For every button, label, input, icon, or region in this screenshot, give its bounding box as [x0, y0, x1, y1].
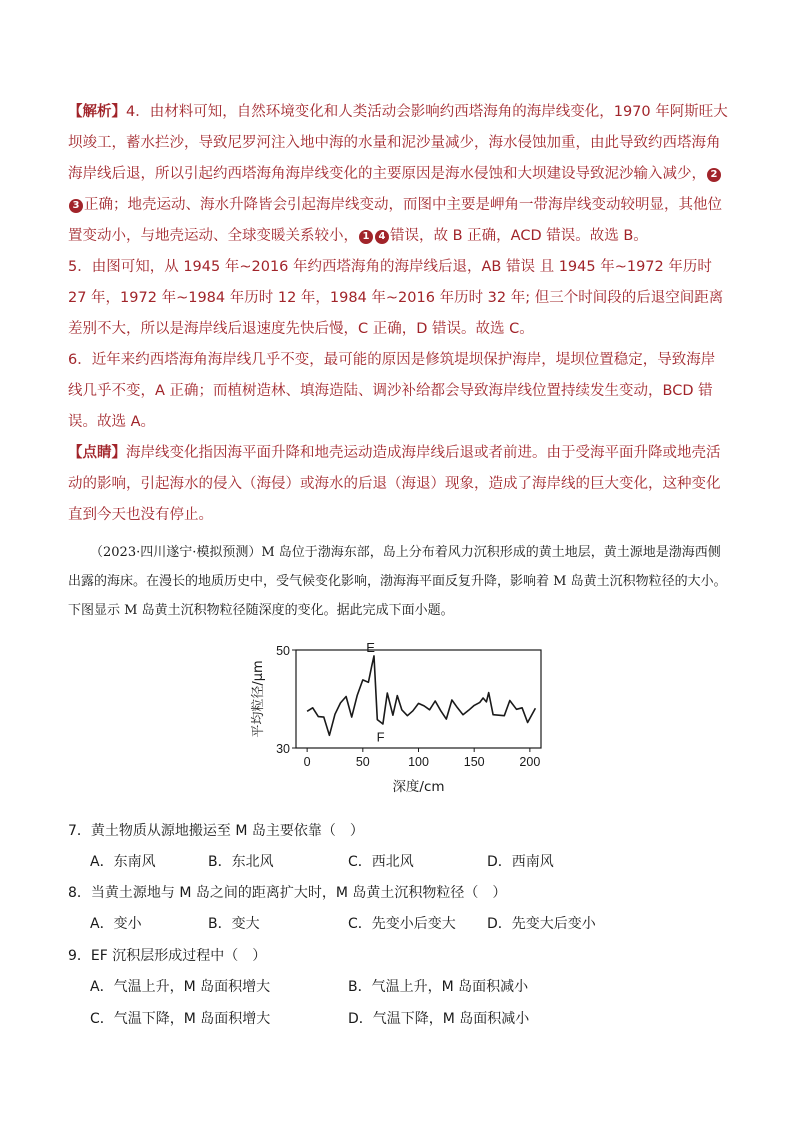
x-tick-label-2: 100	[408, 755, 429, 769]
tip-tag: 【点睛】	[68, 445, 126, 461]
tip-paragraph	[68, 438, 728, 531]
q8-option-d[interactable]: D．先变大后变小	[487, 916, 596, 932]
plot-frame	[296, 650, 541, 748]
question-8: 8．当黄土源地与 M 岛之间的距离扩大时，M 岛黄土沉积物粒径（ ）	[68, 885, 507, 901]
q9-option-c[interactable]: C．气温下降，M 岛面积增大	[90, 1011, 271, 1027]
question-7: 7．黄土物质从源地搬运至 M 岛主要依靠（ ）	[68, 823, 364, 839]
y-tick-label-1: 50	[276, 644, 290, 658]
analysis-paragraph-5: 5．由图可知，从 1945 年~2016 年约西塔海角的海岸线后退，AB 错误 且 1945 年~1972 年历时 27 年，1972 年~1984 年历时 12 年，1984 年~2016 年历时 32 年; 但三个时间段的后退空间距离差别不大，所以是海岸线后退速度先快后慢，C 正确，D 错误。故选 C。	[68, 259, 724, 337]
analysis-paragraph-4	[68, 97, 728, 252]
x-tick-label-4: 200	[519, 755, 541, 769]
q9-option-a[interactable]: A．气温上升，M 岛面积增大	[90, 979, 271, 995]
grain-size-chart	[240, 640, 560, 805]
x-tick-label-1: 50	[355, 755, 370, 769]
q8-option-b[interactable]: B．变大	[208, 916, 260, 932]
circled-number-3: 3	[69, 199, 83, 213]
question-9: 9．EF 沉积层形成过程中（ ）	[68, 948, 267, 964]
analysis-text-4c: 错误，故 B 正确，ACD 错误。故选 B。	[390, 228, 648, 244]
q9-option-b[interactable]: B．气温上升，M 岛面积减小	[348, 979, 529, 995]
point-label-e: E	[366, 640, 375, 655]
analysis-tag: 【解析】	[68, 104, 126, 120]
question-9-options-row2	[90, 1008, 690, 1030]
x-axis-label: 深度/cm	[392, 779, 445, 795]
point-label-f: F	[376, 729, 385, 745]
x-tick-label-3: 150	[463, 755, 485, 769]
circled-number-4: 4	[375, 230, 389, 244]
q8-option-c[interactable]: C．先变小后变大	[348, 916, 456, 932]
analysis-text-4b: 正确；地壳运动、海水升降皆会引起海岸线变动，而图中主要是岬角一带海岸线变动较明显，其他位置变动小，与地壳运动、全球变暖关系较小，	[68, 197, 722, 244]
x-tick-label-0: 0	[303, 755, 311, 769]
y-axis-label: 平均粒径/μm	[251, 660, 266, 738]
q7-option-b[interactable]: B．东北风	[208, 854, 274, 870]
q7-option-c[interactable]: C．西北风	[348, 854, 414, 870]
analysis-block	[68, 97, 728, 531]
question-8-options	[90, 913, 690, 935]
analysis-paragraph-6: 6．近年来约西塔海角海岸线几乎不变，最可能的原因是修筑堤坝保护海岸，堤坝位置稳定，导致海岸线几乎不变，A 正确；而植树造林、填海造陆、调沙补给都会导致海岸线位置持续发生变动，BCD 错误。故选 A。	[68, 352, 716, 430]
circled-number-2: 2	[707, 168, 721, 182]
q7-option-d[interactable]: D．西南风	[487, 854, 554, 870]
tip-text: 海岸线变化指因海平面升降和地壳运动造成海岸线后退或者前进。由于受海平面升降或地壳活动的影响，引起海水的侵入（海侵）或海水的后退（海退）现象，造成了海岸线的巨大变化，这种变化直到今天也没有停止。	[68, 445, 721, 523]
grain-size-series-line	[307, 656, 535, 735]
stem-text: （2023·四川遂宁·模拟预测）M 岛位于渤海东部，岛上分布着风力沉积形成的黄土地层，黄土源地是渤海西侧出露的海床。在漫长的地质历史中，受气候变化影响，渤海海平面反复升降，影响着 M 岛黄土沉积物粒径的大小。下图显示 M 岛黄土沉积物粒径随深度的变化。据此完成下面小题。	[68, 545, 727, 618]
question-7-options	[90, 851, 690, 873]
circled-number-1: 1	[359, 230, 373, 244]
question-9-options-row1	[90, 976, 690, 998]
q9-option-d[interactable]: D．气温下降，M 岛面积减小	[348, 1011, 530, 1027]
q7-option-a[interactable]: A．东南风	[90, 854, 156, 870]
q8-option-a[interactable]: A．变小	[90, 916, 142, 932]
analysis-text-4a: 4．由材料可知，自然环境变化和人类活动会影响约西塔海角的海岸线变化，1970 年阿斯旺大坝竣工，蓄水拦沙，导致尼罗河注入地中海的水量和泥沙量减少，海水侵蚀加重，由此导致约西塔海角海岸线后退，所以引起约西塔海角海岸线变化的主要原因是海水侵蚀和大坝建设导致泥沙输入减少，	[68, 104, 728, 182]
y-tick-label-0: 30	[276, 742, 290, 756]
question-stem	[68, 538, 728, 625]
